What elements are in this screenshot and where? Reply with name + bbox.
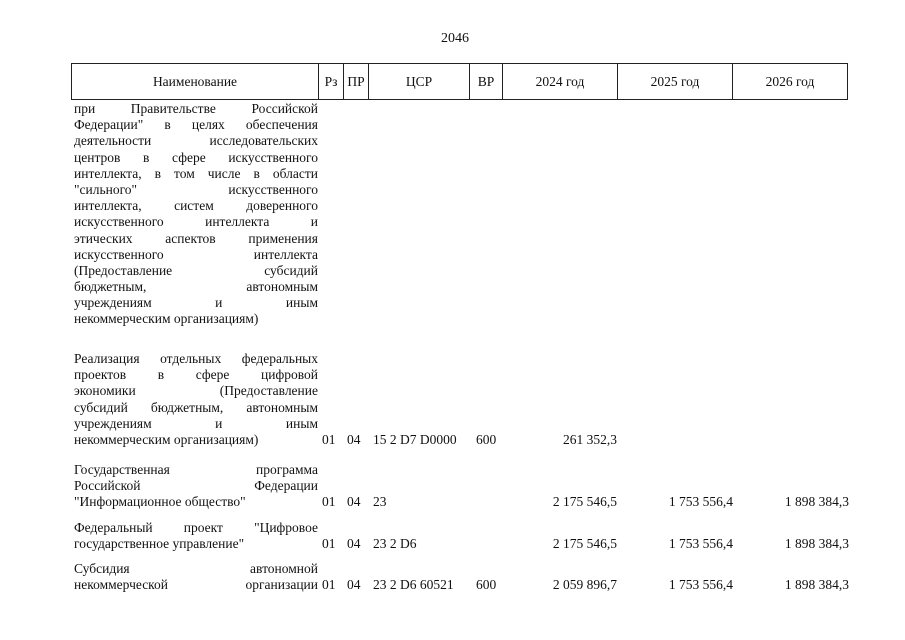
- row-rz: 01: [322, 536, 336, 551]
- name-line: "Информационное общество": [74, 494, 246, 510]
- header-2025: 2025 год: [618, 64, 733, 100]
- row-2026: 1 898 384,3: [784, 494, 849, 509]
- row-2024: 2 175 546,5: [552, 536, 617, 551]
- name-line: искусственного интеллекта и: [74, 214, 318, 230]
- row-pr: 04: [347, 432, 361, 447]
- row-rz: 01: [322, 577, 336, 592]
- name-line: государственное управление": [74, 536, 245, 552]
- row-rz: 01: [322, 432, 336, 447]
- row-pr: 04: [347, 494, 361, 509]
- name-line: Субсидия автономной: [74, 561, 318, 576]
- name-line: при Правительстве Российской: [74, 101, 318, 116]
- row-name: [74, 462, 318, 511]
- row-2025: 1 753 556,4: [668, 536, 733, 551]
- name-line: учреждениям и иным: [74, 295, 318, 311]
- row-csr: 23 2 D6: [373, 536, 417, 551]
- row-name: [74, 101, 318, 328]
- row-csr: 23: [373, 494, 387, 509]
- name-line: некоммерческой организации: [74, 577, 318, 593]
- name-line: некоммерческим организациям): [74, 311, 259, 327]
- row-2026: 1 898 384,3: [784, 577, 849, 592]
- name-line: искусственного интеллекта: [74, 246, 318, 262]
- name-line: (Предоставление субсидий: [74, 262, 318, 278]
- name-line: этических аспектов применения: [74, 230, 318, 246]
- name-line: Российской Федерации: [74, 478, 318, 494]
- name-line: "сильного" искусственного: [74, 181, 318, 197]
- header-2024: 2024 год: [503, 64, 618, 100]
- row-2025: 1 753 556,4: [668, 494, 733, 509]
- row-2024: 261 352,3: [563, 432, 617, 447]
- name-line: экономики (Предоставление: [74, 383, 318, 399]
- name-line: центров в сфере искусственного: [74, 149, 318, 165]
- header-vr: ВР: [470, 64, 503, 100]
- name-line: некоммерческим организациям): [74, 431, 259, 447]
- row-name: [74, 520, 318, 552]
- row-pr: 04: [347, 577, 361, 592]
- row-2026: 1 898 384,3: [784, 536, 849, 551]
- row-2024: 2 059 896,7: [552, 577, 617, 592]
- name-line: интеллекта, в том числе в области: [74, 165, 318, 181]
- header-pr: ПР: [344, 64, 369, 100]
- name-line: учреждениям и иным: [74, 415, 318, 431]
- row-vr: 600: [476, 577, 497, 592]
- row-csr: 23 2 D6 60521: [373, 577, 454, 592]
- name-line: проектов в сфере цифровой: [74, 367, 318, 383]
- table-header: [71, 63, 848, 100]
- page-number: 2046: [441, 31, 469, 46]
- row-vr: 600: [476, 432, 497, 447]
- header-csr: ЦСР: [369, 64, 470, 100]
- header-name: Наименование: [72, 64, 319, 100]
- row-2025: 1 753 556,4: [668, 577, 733, 592]
- name-line: Реализация отдельных федеральных: [74, 351, 318, 366]
- name-line: деятельности исследовательских: [74, 133, 318, 149]
- row-2024: 2 175 546,5: [552, 494, 617, 509]
- row-rz: 01: [322, 494, 336, 509]
- name-line: Федеральный проект "Цифровое: [74, 520, 318, 535]
- row-csr: 15 2 D7 D0000: [373, 432, 457, 447]
- name-line: Государственная программа: [74, 462, 318, 477]
- header-rz: Рз: [319, 64, 344, 100]
- row-name: [74, 561, 318, 593]
- row-pr: 04: [347, 536, 361, 551]
- row-name: [74, 351, 318, 448]
- name-line: субсидий бюджетным, автономным: [74, 399, 318, 415]
- name-line: бюджетным, автономным: [74, 279, 318, 295]
- header-2026: 2026 год: [733, 64, 848, 100]
- name-line: Федерации" в целях обеспечения: [74, 117, 318, 133]
- name-line: интеллекта, систем доверенного: [74, 198, 318, 214]
